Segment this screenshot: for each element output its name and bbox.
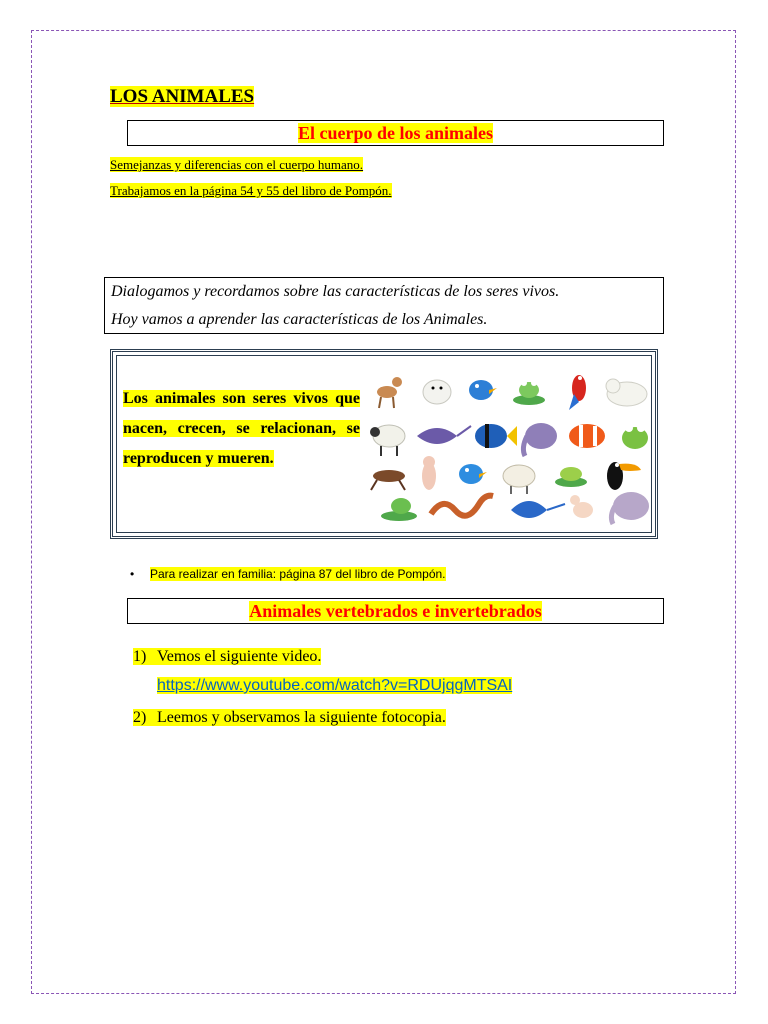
bluebird-icon xyxy=(469,380,497,400)
animals-picture xyxy=(369,364,659,526)
homework-bullet: • Para realizar en familia: página 87 del libro de Pompón. xyxy=(130,567,446,581)
dialog-line-1: Dialogamos y recordamos sobre las características de los seres vivos. xyxy=(111,283,560,300)
stingray-icon xyxy=(417,426,471,444)
stingray-icon xyxy=(511,501,565,518)
dialog-box xyxy=(104,277,664,334)
polar-bear-cub-icon xyxy=(423,380,451,404)
dog-icon xyxy=(570,495,593,518)
frog-icon xyxy=(622,424,648,449)
polar-bear-icon xyxy=(606,379,647,406)
section1-heading: El cuerpo de los animales xyxy=(297,123,493,143)
elephant-icon xyxy=(611,492,649,524)
list-item-1: 1) Vemos el siguiente video. xyxy=(133,648,322,665)
section1-heading-box xyxy=(127,120,664,146)
subtitle-line-2: Trabajamos en la página 54 y 55 del libro de Pompón. xyxy=(110,183,392,198)
animals-definition: Los animales son seres vivos que nacen, crecen, se relacionan, se reproducen y mueren. xyxy=(123,390,360,467)
youtube-link[interactable]: https://www.youtube.com/watch?v=RDUjqgMTSAI xyxy=(157,677,513,694)
list-item-2: 2) Leemos y observamos la siguiente fotocopia. xyxy=(133,709,446,726)
bluebird-icon xyxy=(459,464,487,484)
subtitle-line-1: Semejanzas y diferencias con el cuerpo humano. xyxy=(110,157,364,172)
parrot-icon xyxy=(569,375,586,410)
snake-icon xyxy=(431,496,493,516)
section2-heading: Animales vertebrados e invertebrados xyxy=(249,601,542,621)
cricket-icon xyxy=(371,470,405,490)
sheep-icon xyxy=(503,465,535,494)
clownfish-icon xyxy=(569,424,605,448)
deer-icon xyxy=(377,377,402,408)
dog-icon xyxy=(422,456,436,490)
animals-frame xyxy=(110,349,658,539)
elephant-icon xyxy=(523,423,557,456)
sheep-icon xyxy=(370,425,405,456)
section2-heading-box xyxy=(127,598,664,624)
toucan-icon xyxy=(607,462,641,490)
turtle-icon xyxy=(555,467,587,487)
dialog-line-2: Hoy vamos a aprender las características de los Animales. xyxy=(111,311,488,328)
page-title: LOS ANIMALES xyxy=(110,86,255,107)
tropical-fish-icon xyxy=(475,424,517,448)
frog-on-lilypad-icon xyxy=(381,498,417,521)
frog-on-lilypad-icon xyxy=(513,380,545,405)
